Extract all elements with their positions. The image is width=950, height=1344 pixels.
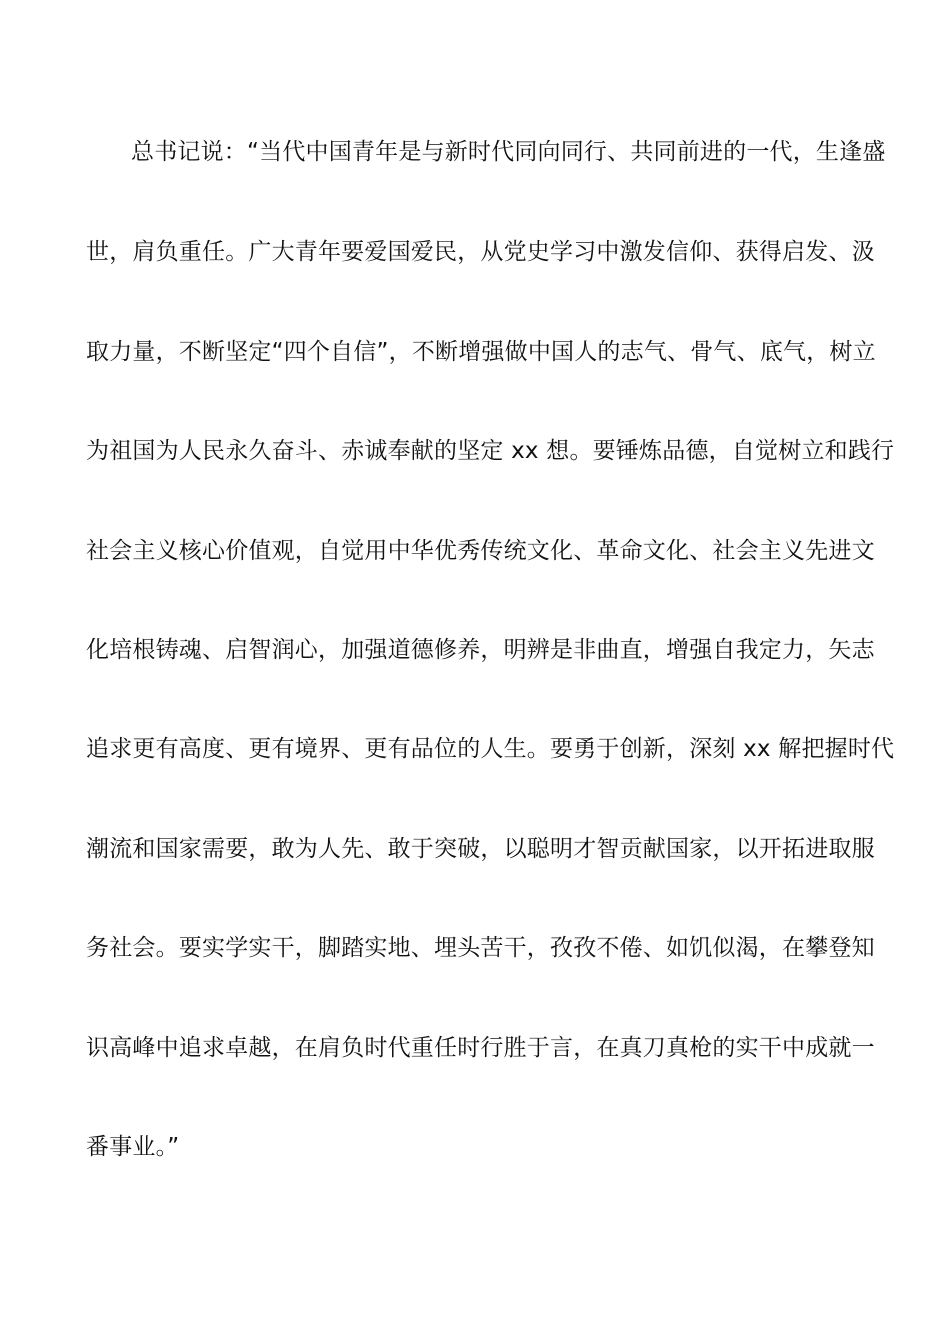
paragraph-line-2: 世，肩负重任。广大青年要爱国爱民，从党史学习中激发信仰、获得启发、汲: [86, 239, 875, 265]
paragraph-line-8: 潮流和国家需要，敢为人先、敢于突破，以聪明才智贡献国家，以开拓进取服: [86, 836, 875, 862]
paragraph-line-3: 取力量，不断坚定“四个自信”，不断增强做中国人的志气、骨气、底气，树立: [86, 339, 876, 365]
paragraph-line-10: 识高峰中追求卓越，在肩负时代重任时行胜于言，在真刀真枪的实干中成就一: [86, 1035, 875, 1061]
paragraph-line-1: 总书记说：“当代中国青年是与新时代同向同行、共同前进的一代，生逢盛: [131, 139, 886, 165]
paragraph-line-5: 社会主义核心价值观，自觉用中华优秀传统文化、革命文化、社会主义先进文: [86, 538, 875, 564]
paragraph-line-11: 番事业。”: [86, 1134, 180, 1160]
paragraph-line-7: 追求更有高度、更有境界、更有品位的人生。要勇于创新，深刻 xx 解把握时代: [86, 736, 895, 762]
paragraph-line-9: 务社会。要实学实干，脚踏实地、埋头苦干，孜孜不倦、如饥似渴，在攀登知: [86, 935, 875, 961]
paragraph-line-4: 为祖国为人民永久奋斗、赤诚奉献的坚定 xx 想。要锤炼品德，自觉树立和践行: [86, 438, 895, 464]
paragraph-line-6: 化培根铸魂、启智润心，加强道德修养，明辨是非曲直，增强自我定力，矢志: [86, 637, 875, 663]
